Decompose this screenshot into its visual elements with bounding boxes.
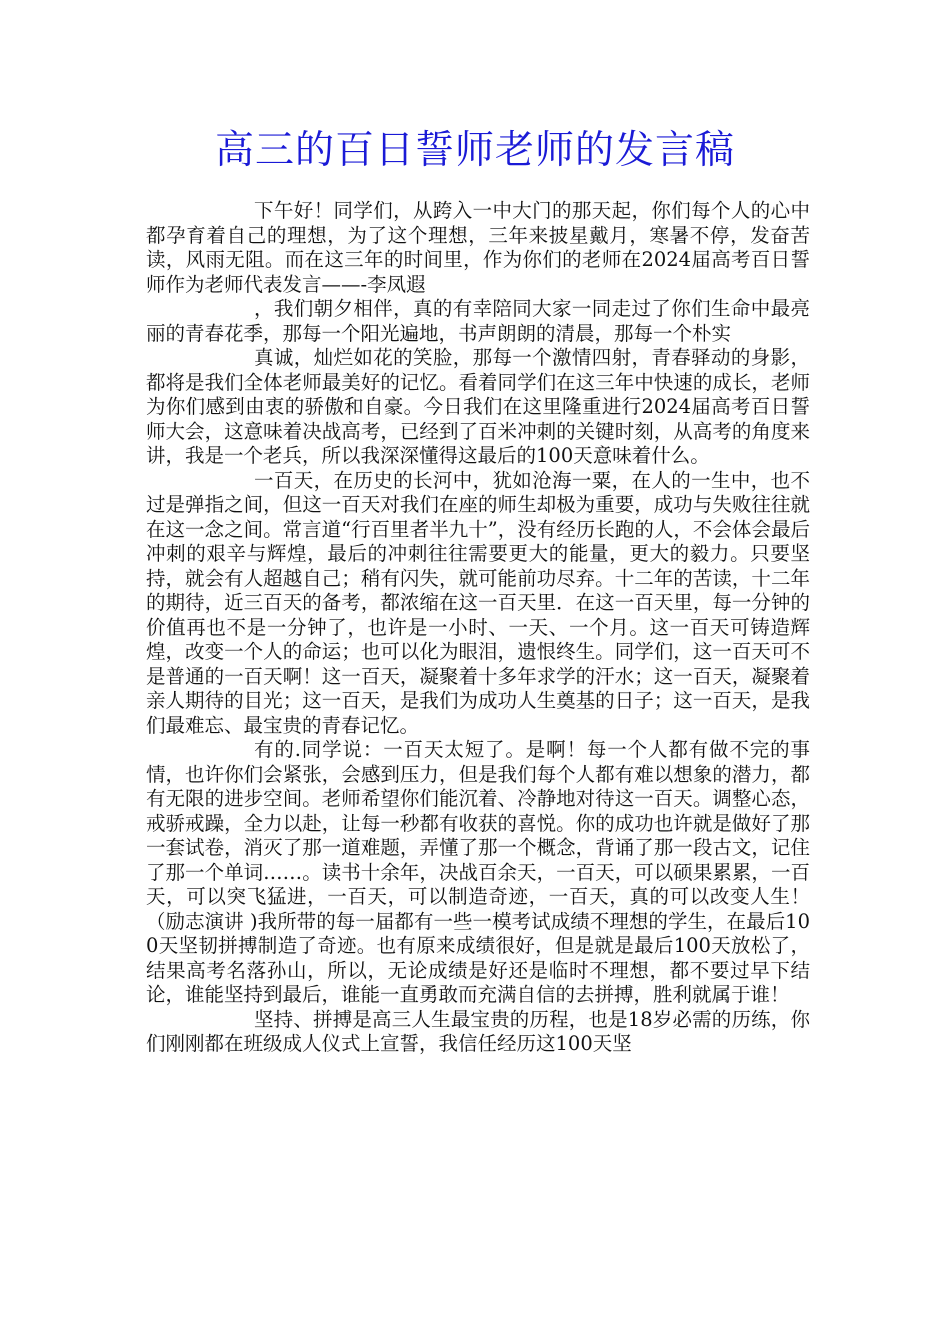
paragraph: ，我们朝夕相伴，真的有幸陪同大家一同走过了你们生命中最亮丽的青春花季，那每一个阳光遍地，书声朗朗的清晨，那每一个朴实 (146, 297, 810, 345)
paragraph: 有的.同学说：一百天太短了。是啊！每一个人都有做不完的事情，也许你们会紧张，会感到压力，但是我们每个人都有难以想象的潜力，都有无限的进步空间。老师希望你们能沉着、冷静地对待这一百天。调整心态，戒骄戒躁，全力以赴，让每一秒都有收获的喜悦。你的成功也许就是做好了那一套试卷，消灭了那一道难题，弄懂了那一个概念，背诵了那一段古文，记住了那一个单词……。读书十余年，决战百余天，一百天，可以硕果累累，一百天，可以突飞猛进，一百天，可以制造奇迹，一百天，真的可以改变人生！（励志演讲 )我所带的每一届都有一些一模考试成绩不理想的学生，在最后100天坚韧拼搏制造了奇迹。也有原来成绩很好，但是就是最后100天放松了，结果高考名落孙山，所以，无论成绩是好还是临时不理想，都不要过早下结论，谁能坚持到最后，谁能一直勇敢而充满自信的去拼搏，胜利就属于谁！ (146, 738, 810, 1006)
paragraph: 真诚，灿烂如花的笑脸，那每一个激情四射，青春驿动的身影，都将是我们全体老师最美好的记忆。看着同学们在这三年中快速的成长，老师为你们感到由衷的骄傲和自豪。今日我们在这里隆重进行2024届高考百日誓师大会，这意味着决战高考，已经到了百米冲刺的关键时刻，从高考的角度来讲，我是一个老兵，所以我深深懂得这最后的100天意味着什么。 (146, 346, 810, 467)
paragraph: 下午好！同学们，从跨入一中大门的那天起，你们每个人的心中都孕育着自己的理想，为了这个理想，三年来披星戴月，寒暑不停，发奋苦读，风雨无阻。而在这三年的时间里，作为你们的老师在2024届高考百日誓师作为老师代表发言——-李凤遐 (146, 199, 810, 296)
document-body (146, 199, 810, 1057)
paragraph: 一百天，在历史的长河中，犹如沧海一粟，在人的一生中，也不过是弹指之间，但这一百天对我们在座的师生却极为重要，成功与失败往往就在这一念之间。常言道“行百里者半九十”，没有经历长跑的人，不会体会最后冲刺的艰辛与辉煌，最后的冲刺往往需要更大的能量，更大的毅力。只要坚持，就会有人超越自己；稍有闪失，就可能前功尽弃。十二年的苦读，十二年的期待，近三百天的备考，都浓缩在这一百天里．在这一百天里，每一分钟的价值再也不是一分钟了，也许是一小时、一天、一个月。这一百天可铸造辉煌，改变一个人的命运；也可以化为眼泪，遗恨终生。同学们，这一百天可不是普通的一百天啊！这一百天，凝聚着十多年求学的汗水；这一百天，凝聚着亲人期待的目光；这一百天，是我们为成功人生奠基的日子；这一百天，是我们最难忘、最宝贵的青春记忆。 (146, 468, 810, 737)
document-title: 高三的百日誓师老师的发言稿 (214, 128, 735, 173)
paragraph: 坚持、拼搏是高三人生最宝贵的历程，也是18岁必需的历练，你们刚刚都在班级成人仪式上宣誓，我信任经历这100天坚 (146, 1007, 810, 1055)
